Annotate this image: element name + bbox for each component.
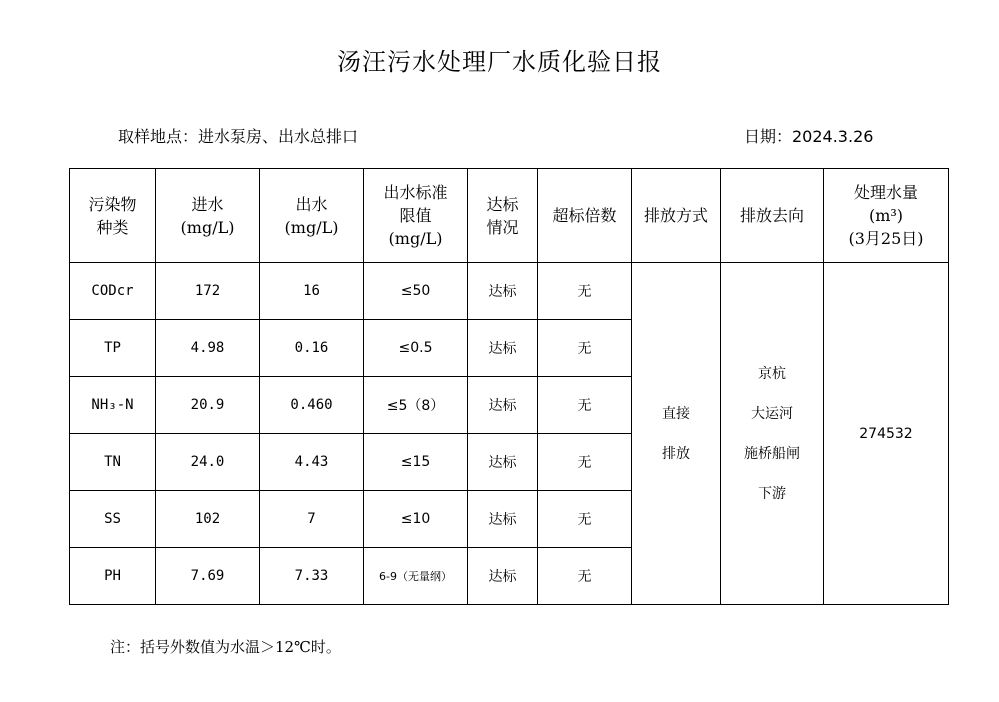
influent-cell: 7.69 — [156, 548, 260, 605]
sampling-location: 取样地点：进水泵房、出水总排口 — [118, 127, 359, 146]
compliance-cell: 达标 — [468, 434, 538, 491]
treated-volume-cell: 274532 — [824, 263, 949, 605]
compliance-cell: 达标 — [468, 548, 538, 605]
compliance-cell: 达标 — [468, 263, 538, 320]
header-limit: 出水标准 限值 (mg/L) — [364, 169, 468, 263]
header-exceed: 超标倍数 — [538, 169, 632, 263]
pollutant-cell: TP — [70, 320, 156, 377]
discharge-method-cell: 直接 排放 — [632, 263, 721, 605]
exceed-cell: 无 — [538, 434, 632, 491]
effluent-cell: 16 — [260, 263, 364, 320]
header-influent: 进水 (mg/L) — [156, 169, 260, 263]
header-volume: 处理水量 (m³) (3月25日) — [824, 169, 949, 263]
table-header-row — [70, 169, 949, 263]
exceed-cell: 无 — [538, 320, 632, 377]
report-date: 日期：2024.3.26 — [744, 127, 874, 146]
effluent-cell: 0.460 — [260, 377, 364, 434]
exceed-cell: 无 — [538, 263, 632, 320]
limit-cell: ≤5（8） — [364, 377, 468, 434]
effluent-cell: 0.16 — [260, 320, 364, 377]
header-method: 排放方式 — [632, 169, 721, 263]
compliance-cell: 达标 — [468, 320, 538, 377]
header-pollutant: 污染物 种类 — [70, 169, 156, 263]
water-quality-table — [69, 168, 949, 605]
exceed-cell: 无 — [538, 491, 632, 548]
pollutant-cell: CODcr — [70, 263, 156, 320]
effluent-cell: 7.33 — [260, 548, 364, 605]
compliance-cell: 达标 — [468, 377, 538, 434]
header-compliance: 达标 情况 — [468, 169, 538, 263]
footnote: 注：括号外数值为水温＞12℃时。 — [110, 638, 341, 656]
exceed-cell: 无 — [538, 377, 632, 434]
limit-cell: ≤0.5 — [364, 320, 468, 377]
compliance-cell: 达标 — [468, 491, 538, 548]
table-row — [70, 263, 949, 320]
effluent-cell: 7 — [260, 491, 364, 548]
exceed-cell: 无 — [538, 548, 632, 605]
influent-cell: 172 — [156, 263, 260, 320]
pollutant-cell: PH — [70, 548, 156, 605]
influent-cell: 20.9 — [156, 377, 260, 434]
pollutant-cell: SS — [70, 491, 156, 548]
influent-cell: 4.98 — [156, 320, 260, 377]
influent-cell: 102 — [156, 491, 260, 548]
header-destination: 排放去向 — [721, 169, 824, 263]
limit-cell: ≤50 — [364, 263, 468, 320]
pollutant-cell: TN — [70, 434, 156, 491]
influent-cell: 24.0 — [156, 434, 260, 491]
discharge-destination-cell: 京杭 大运河 施桥船闸 下游 — [721, 263, 824, 605]
limit-cell: ≤15 — [364, 434, 468, 491]
header-effluent: 出水 (mg/L) — [260, 169, 364, 263]
report-title: 汤汪污水处理厂水质化验日报 — [337, 48, 662, 76]
pollutant-cell: NH₃-N — [70, 377, 156, 434]
limit-cell: ≤10 — [364, 491, 468, 548]
limit-cell: 6-9（无量纲） — [364, 548, 468, 605]
effluent-cell: 4.43 — [260, 434, 364, 491]
